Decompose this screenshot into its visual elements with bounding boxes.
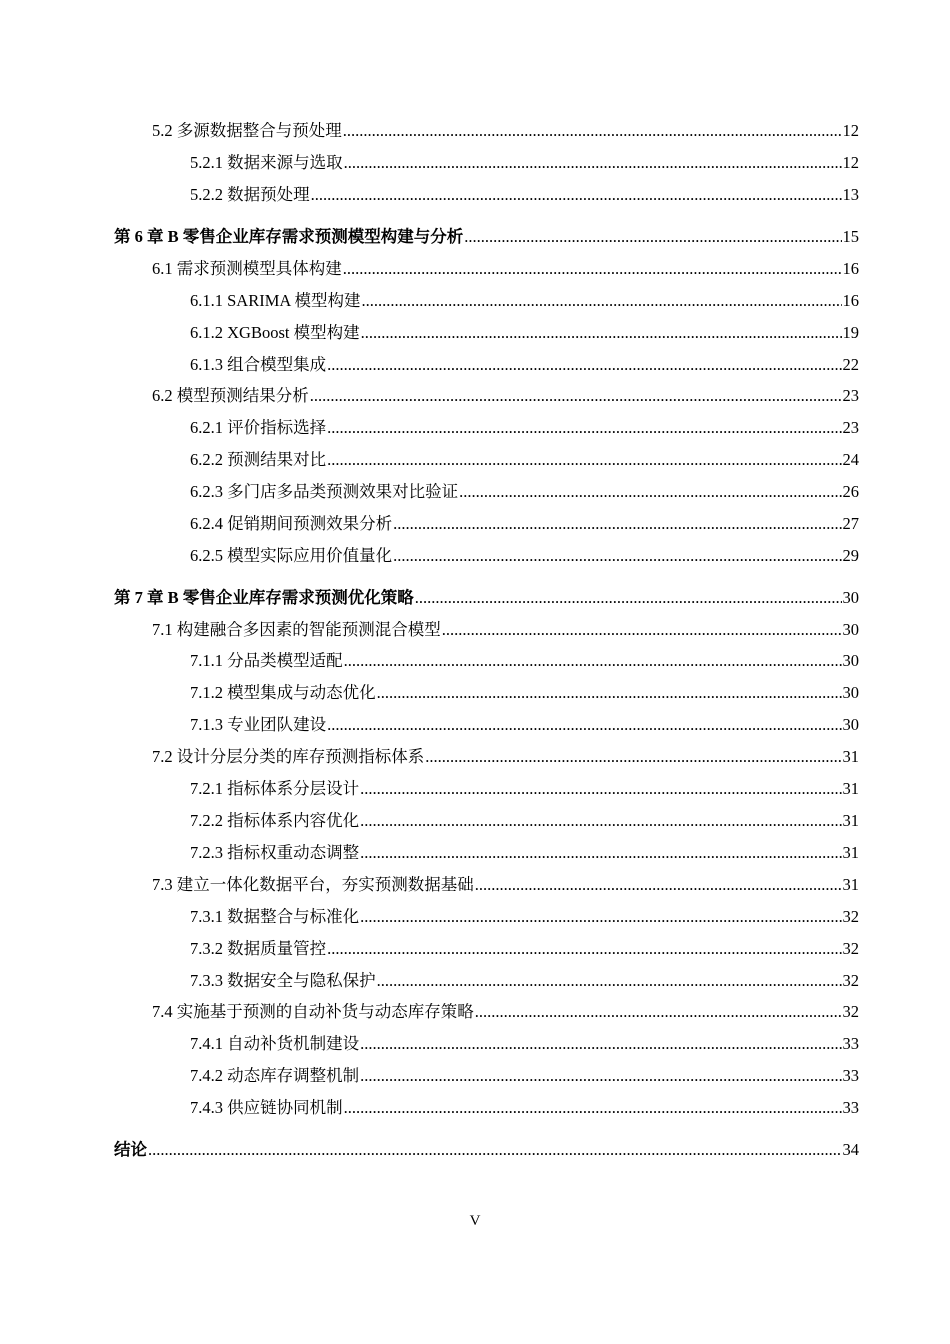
toc-entry[interactable]	[190, 354, 859, 376]
toc-entry-page: 15	[842, 227, 859, 246]
toc-entry-page: 33	[842, 1034, 859, 1053]
toc-leader-dots	[311, 184, 842, 206]
toc-leader-dots	[327, 714, 841, 736]
toc-entry-title: 7.2.1 指标体系分层设计	[190, 779, 360, 798]
toc-entry-title: 6.2.1 评价指标选择	[190, 418, 327, 437]
toc-entry-title: 7.2.2 指标体系内容优化	[190, 811, 360, 830]
toc-leader-dots	[393, 545, 841, 567]
toc-entry-title: 6.2.3 多门店多品类预测效果对比验证	[190, 482, 459, 501]
toc-leader-dots	[361, 322, 842, 344]
toc-entry-title: 7.3 建立一体化数据平台，夯实预测数据基础	[152, 875, 474, 894]
toc-entry-page: 22	[842, 355, 859, 374]
toc-entry-page: 32	[842, 971, 859, 990]
toc-leader-dots	[360, 906, 841, 928]
toc-entry-title: 7.3.1 数据整合与标准化	[190, 907, 360, 926]
toc-leader-dots	[415, 587, 842, 609]
toc-entry-title: 6.2.5 模型实际应用价值量化	[190, 546, 393, 565]
toc-entry[interactable]	[190, 778, 859, 800]
toc-entry[interactable]	[190, 322, 859, 344]
toc-entry[interactable]	[190, 1033, 859, 1055]
toc-entry-page: 30	[842, 651, 859, 670]
toc-entry-page: 33	[842, 1066, 859, 1085]
toc-leader-dots	[360, 810, 841, 832]
toc-entry-title: 7.1.1 分品类模型适配	[190, 651, 343, 670]
toc-leader-dots	[475, 1001, 842, 1023]
toc-entry-page: 34	[842, 1140, 859, 1159]
toc-entry[interactable]	[190, 906, 859, 928]
toc-entry-page: 31	[842, 811, 859, 830]
toc-entry-title: 7.3.3 数据安全与隐私保护	[190, 971, 376, 990]
toc-entry[interactable]	[190, 810, 859, 832]
toc-entry[interactable]	[190, 970, 859, 992]
toc-entry-title: 7.1.2 模型集成与动态优化	[190, 683, 376, 702]
toc-leader-dots	[475, 874, 842, 896]
toc-entry[interactable]	[190, 1065, 859, 1087]
toc-entry-page: 31	[842, 875, 859, 894]
footer-page-number: V	[469, 1213, 481, 1229]
toc-leader-dots	[327, 417, 841, 439]
toc-entry-title: 7.2.3 指标权重动态调整	[190, 843, 360, 862]
toc-entry-title: 7.4.3 供应链协同机制	[190, 1098, 343, 1117]
toc-entry[interactable]	[190, 545, 859, 567]
toc-leader-dots	[327, 354, 841, 376]
toc-entry-page: 30	[842, 620, 859, 639]
toc-leader-dots	[148, 1139, 842, 1161]
toc-entry-title: 7.4 实施基于预测的自动补货与动态库存策略	[152, 1002, 474, 1021]
toc-entry[interactable]	[190, 449, 859, 471]
toc-entry-title: 6.1.3 组合模型集成	[190, 355, 327, 374]
toc-entry-page: 32	[842, 939, 859, 958]
toc-entry-title: 第 6 章 B 零售企业库存需求预测模型构建与分析	[114, 227, 464, 246]
toc-entry-title: 6.2 模型预测结果分析	[152, 386, 309, 405]
toc-entry[interactable]	[152, 385, 859, 407]
toc-entry[interactable]	[190, 842, 859, 864]
toc-entry-title: 结论	[114, 1140, 147, 1159]
toc-entry-page: 30	[842, 715, 859, 734]
toc-entry[interactable]	[190, 938, 859, 960]
toc-leader-dots	[343, 258, 842, 280]
toc-entry[interactable]	[190, 184, 859, 206]
toc-entry-title: 6.2.2 预测结果对比	[190, 450, 327, 469]
toc-entry-page: 33	[842, 1098, 859, 1117]
toc-entry-page: 30	[842, 683, 859, 702]
toc-entry-page: 23	[842, 418, 859, 437]
toc-leader-dots	[464, 226, 841, 248]
toc-entry-page: 16	[842, 259, 859, 278]
toc-leader-dots	[459, 481, 841, 503]
toc-entry-page: 24	[842, 450, 859, 469]
toc-entry-page: 32	[842, 1002, 859, 1021]
toc-leader-dots	[344, 152, 842, 174]
toc-leader-dots	[362, 290, 842, 312]
toc-leader-dots	[393, 513, 841, 535]
toc-leader-dots	[344, 1097, 842, 1119]
toc-entry-page: 23	[842, 386, 859, 405]
toc-entry-page: 30	[842, 588, 859, 607]
toc-entry[interactable]	[190, 650, 859, 672]
toc-leader-dots	[310, 385, 842, 407]
toc-entry[interactable]	[152, 1001, 859, 1023]
toc-entry[interactable]	[152, 258, 859, 280]
toc-entry[interactable]	[152, 120, 859, 142]
toc-leader-dots	[377, 970, 842, 992]
toc-leader-dots	[344, 650, 842, 672]
toc-entry[interactable]	[190, 513, 859, 535]
toc-entry[interactable]	[190, 152, 859, 174]
toc-leader-dots	[327, 938, 841, 960]
toc-entry[interactable]	[152, 874, 859, 896]
toc-leader-dots	[442, 619, 842, 641]
toc-entry-title: 7.3.2 数据质量管控	[190, 939, 327, 958]
toc-entry-title: 7.1.3 专业团队建设	[190, 715, 327, 734]
toc-entry[interactable]	[190, 481, 859, 503]
toc-entry-title: 第 7 章 B 零售企业库存需求预测优化策略	[114, 588, 414, 607]
toc-entry-page: 13	[842, 185, 859, 204]
toc-chapter-entry[interactable]	[114, 226, 859, 248]
toc-entry-page: 12	[842, 153, 859, 172]
toc-leader-dots	[360, 1033, 841, 1055]
toc-entry[interactable]	[190, 290, 859, 312]
toc-entry-title: 6.1.2 XGBoost 模型构建	[190, 323, 360, 342]
toc-entry-title: 5.2.1 数据来源与选取	[190, 153, 343, 172]
toc-entry-page: 29	[842, 546, 859, 565]
toc-leader-dots	[377, 682, 842, 704]
toc-entry-title: 5.2 多源数据整合与预处理	[152, 121, 342, 140]
toc-entry-page: 16	[842, 291, 859, 310]
toc-leader-dots	[360, 842, 841, 864]
toc-leader-dots	[360, 1065, 841, 1087]
toc-entry-title: 6.1.1 SARIMA 模型构建	[190, 291, 361, 310]
toc-entry-page: 27	[842, 514, 859, 533]
toc-entry[interactable]	[190, 682, 859, 704]
toc-entry-title: 6.1 需求预测模型具体构建	[152, 259, 342, 278]
toc-leader-dots	[327, 449, 841, 471]
toc-entry-title: 7.2 设计分层分类的库存预测指标体系	[152, 747, 425, 766]
toc-entry[interactable]	[190, 417, 859, 439]
toc-entry-page: 31	[842, 843, 859, 862]
toc-entry[interactable]	[190, 714, 859, 736]
toc-entry-title: 7.4.1 自动补货机制建设	[190, 1034, 360, 1053]
toc-entry-page: 26	[842, 482, 859, 501]
toc-entry-page: 12	[842, 121, 859, 140]
toc-leader-dots	[425, 746, 841, 768]
toc-entry-page: 19	[842, 323, 859, 342]
toc-entry-page: 31	[842, 747, 859, 766]
toc-entry-page: 31	[842, 779, 859, 798]
toc-entry[interactable]	[152, 619, 859, 641]
toc-entry-page: 32	[842, 907, 859, 926]
toc-chapter-entry[interactable]	[114, 1139, 859, 1161]
toc-entry[interactable]	[152, 746, 859, 768]
toc-entry[interactable]	[190, 1097, 859, 1119]
toc-chapter-entry[interactable]	[114, 587, 859, 609]
toc-entry-title: 7.4.2 动态库存调整机制	[190, 1066, 360, 1085]
toc-leader-dots	[343, 120, 842, 142]
toc-leader-dots	[360, 778, 841, 800]
toc-entry-title: 5.2.2 数据预处理	[190, 185, 310, 204]
toc-entry-title: 7.1 构建融合多因素的智能预测混合模型	[152, 620, 441, 639]
toc-entry-title: 6.2.4 促销期间预测效果分析	[190, 514, 393, 533]
